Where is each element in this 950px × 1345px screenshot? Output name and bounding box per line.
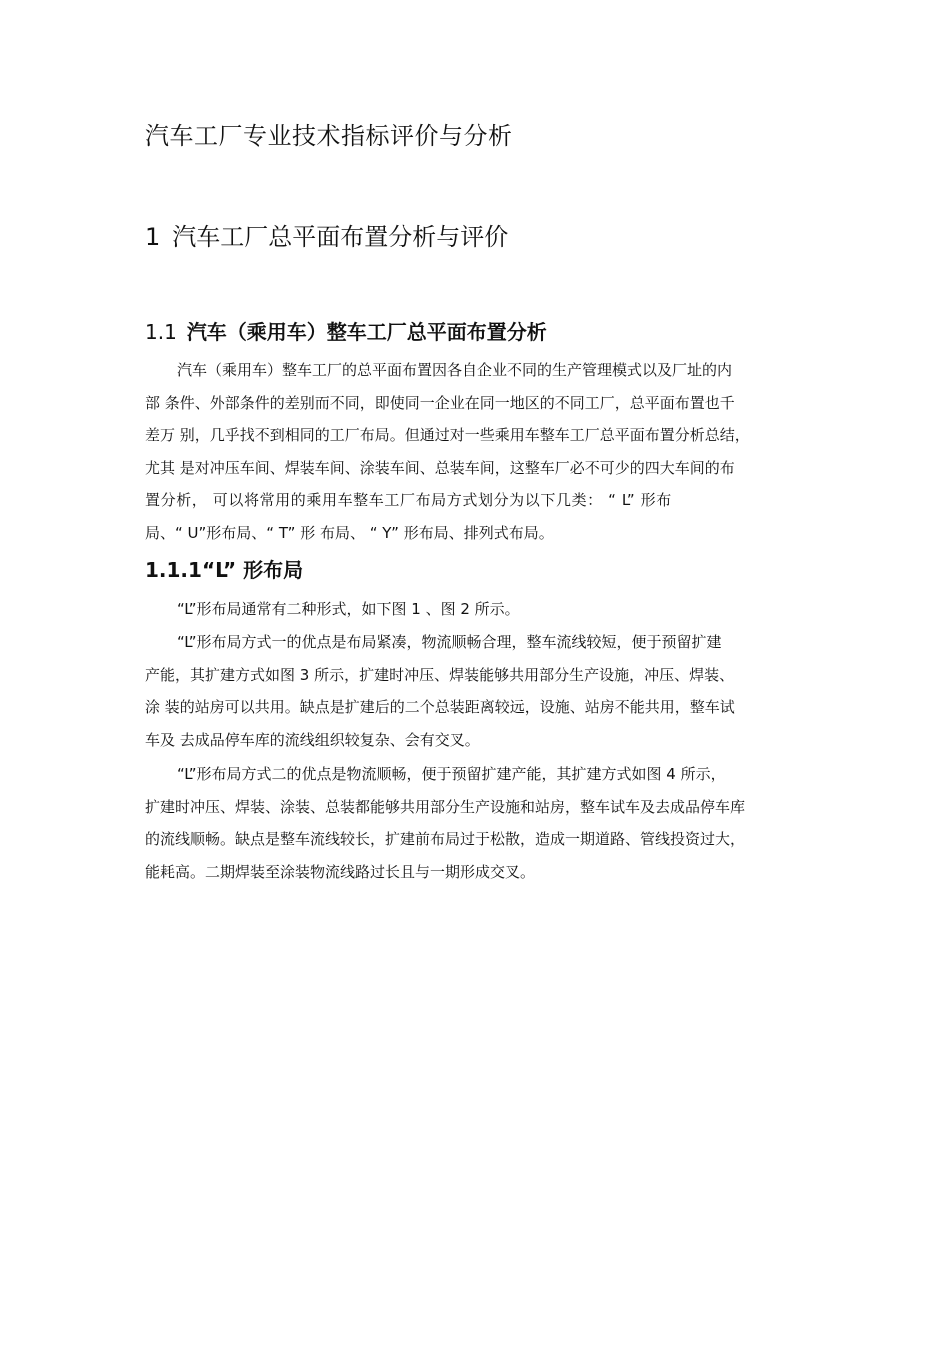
paragraph-line: 产能，其扩建方式如图 3 所示，扩建时冲压、焊装能够共用部分生产设施，冲压、焊装、: [145, 665, 735, 684]
document-title: 汽车工厂专业技术指标评价与分析: [145, 122, 513, 150]
section-number: 1: [145, 223, 161, 251]
paragraph-line: 扩建时冲压、焊装、涂装、总装都能够共用部分生产设施和站房，整车试车及去成品停车库: [145, 797, 746, 816]
paragraph-line: 差万 别，几乎找不到相同的工厂布局。但通过对一些乘用车整车工厂总平面布置分析总结，: [145, 426, 750, 444]
paragraph-l-layout-forms: [145, 593, 817, 626]
section-heading-1: [145, 217, 508, 252]
section-heading-1-1-1: 1.1.1“L” 形布局: [145, 558, 304, 582]
paragraph-line: 尤其 是对冲压车间、焊装车间、涂装车间、总装车间，这整车厂必不可少的四大车间的布: [145, 458, 735, 477]
section-title: 汽车工厂总平面布置分析与评价: [172, 223, 509, 251]
paragraph-line: 局、“ U”形布局、“ T” 形 布局、 “ Y” 形布局、排列式布局。: [145, 523, 554, 542]
paragraph-line: 涂 装的站房可以共用。缺点是扩建后的二个总装距离较远，设施、站房不能共用，整车试: [145, 698, 735, 716]
subsection-title: 汽车（乘用车）整车工厂总平面布置分析: [186, 320, 547, 344]
paragraph-line: 能耗高。二期焊装至涂装物流线路过长且与一期形成交叉。: [145, 862, 536, 881]
paragraph-line: 车及 去成品停车库的流线组织较复杂、会有交叉。: [145, 730, 480, 749]
paragraph-line: 置分析， 可以将常用的乘用车整车工厂布局方式划分为以下几类： “ L” 形布: [145, 491, 672, 509]
paragraph-line: “L”形布局通常有二种形式，如下图 1 、图 2 所示。: [177, 600, 520, 618]
paragraph-line: 的流线顺畅。缺点是整车流线较长，扩建前布局过于松散，造成一期道路、管线投资过大，: [145, 830, 746, 848]
paragraph-line: 部 条件、外部条件的差别而不同，即使同一企业在同一地区的不同工厂，总平面布置也千: [145, 393, 735, 412]
paragraph-layout-overview: [145, 354, 817, 549]
paragraph-line: “L”形布局方式二的优点是物流顺畅，便于预留扩建产能，其扩建方式如图 4 所示，: [177, 765, 726, 783]
section-heading-1-1: [145, 316, 547, 345]
paragraph-l-layout-option-one: [145, 626, 817, 756]
subsection-number: 1.1: [145, 320, 177, 344]
paragraph-l-layout-option-two: [145, 758, 817, 888]
paragraph-line: “L”形布局方式一的优点是布局紧凑，物流顺畅合理，整车流线较短，便于预留扩建: [177, 633, 722, 651]
paragraph-line: 汽车（乘用车）整车工厂的总平面布置因各自企业不同的生产管理模式以及厂址的内: [177, 361, 733, 379]
